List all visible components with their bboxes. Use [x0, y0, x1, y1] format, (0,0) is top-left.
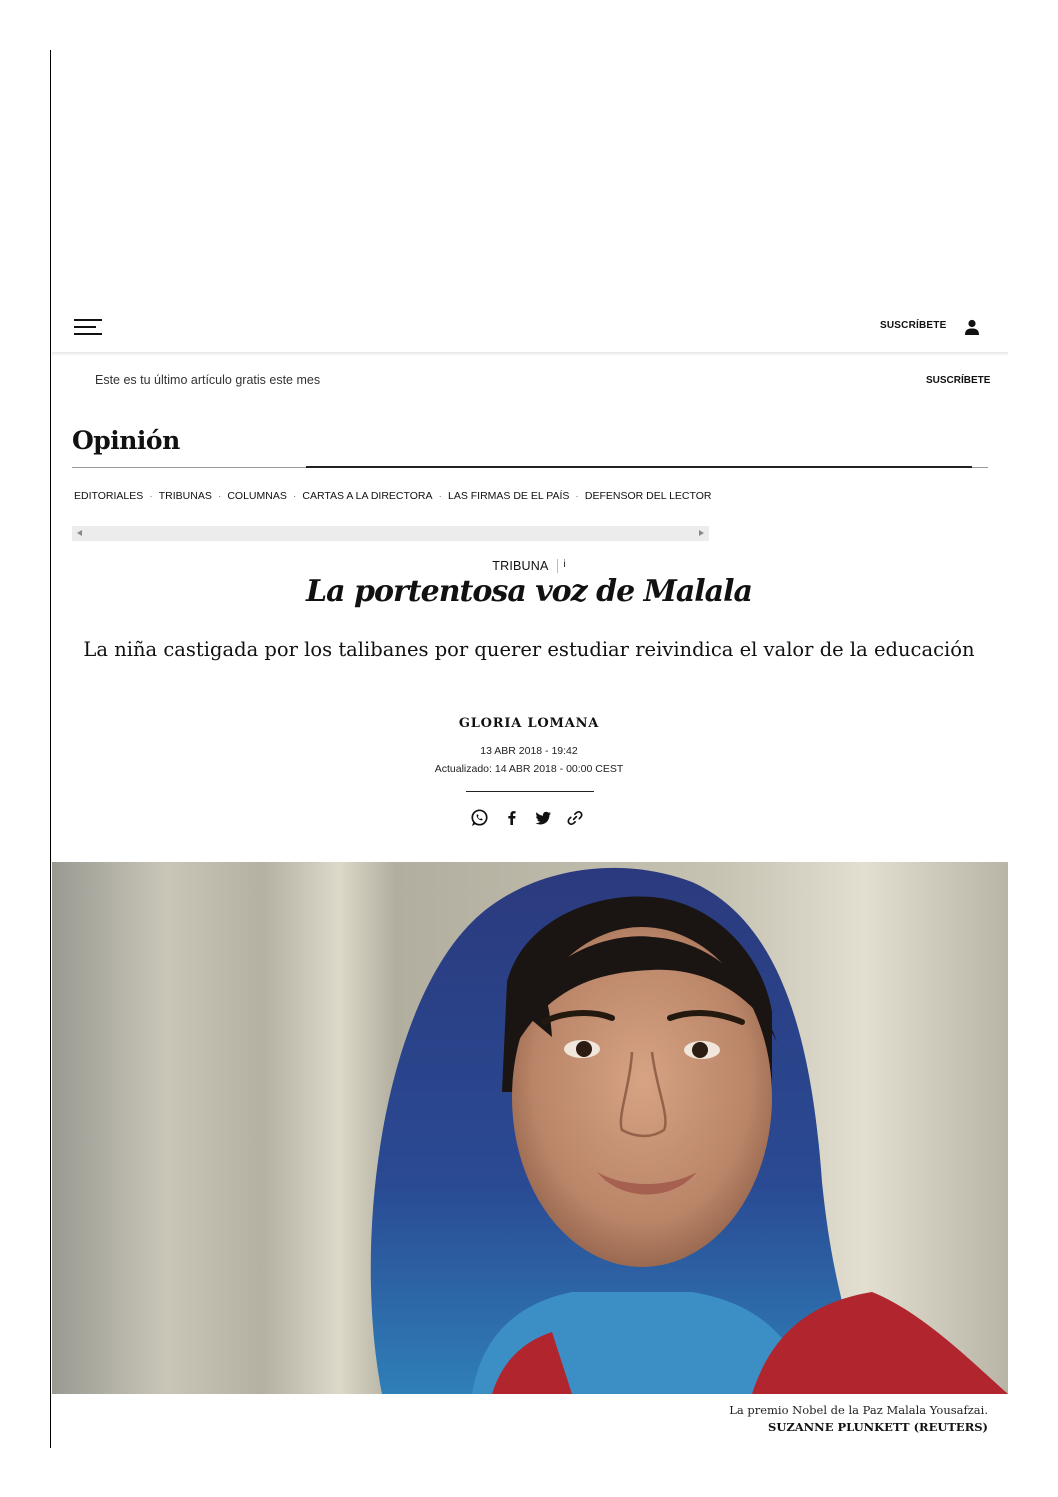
kicker-row	[0, 559, 1058, 573]
article-photo[interactable]	[52, 862, 1008, 1394]
whatsapp-icon[interactable]	[469, 808, 489, 828]
subnav-separator: ·	[575, 490, 579, 502]
link-icon[interactable]	[565, 808, 585, 828]
paywall-message: Este es tu último artículo gratis este mes	[95, 373, 321, 387]
subnav-separator: ·	[217, 490, 222, 502]
subnav-item-cartas[interactable]: CARTAS A LA DIRECTORA	[302, 490, 433, 502]
facebook-icon[interactable]	[502, 808, 522, 828]
photo-caption: La premio Nobel de la Paz Malala Yousafzai.	[729, 1403, 988, 1417]
publish-date: 13 ABR 2018 - 19:42	[480, 745, 578, 757]
hamburger-menu-icon[interactable]	[74, 319, 102, 337]
header-subscribe-button[interactable]: SUSCRÍBETE	[880, 320, 947, 331]
article-headline: La portentosa voz de Malala	[306, 574, 752, 609]
subnav-item-columnas[interactable]: COLUMNAS	[227, 490, 287, 502]
share-bar	[469, 808, 589, 828]
scroll-left-arrow-icon[interactable]	[77, 530, 82, 536]
twitter-icon[interactable]	[533, 808, 553, 828]
scroll-right-arrow-icon[interactable]	[699, 530, 704, 536]
section-subnav	[74, 490, 712, 502]
user-icon[interactable]	[964, 319, 980, 335]
photo-credit: SUZANNE PLUNKETT (REUTERS)	[768, 1420, 988, 1434]
article-standfirst: La niña castigada por los talibanes por querer estudiar reivindica el valor de la educación	[83, 638, 975, 661]
subnav-separator: ·	[438, 490, 442, 502]
updated-date: Actualizado: 14 ABR 2018 - 00:00 CEST	[434, 763, 624, 775]
article-kicker[interactable]: TRIBUNA	[492, 559, 557, 573]
subnav-item-defensor[interactable]: DEFENSOR DEL LECTOR	[584, 490, 712, 502]
subnav-item-editoriales[interactable]: EDITORIALES	[74, 490, 144, 502]
paywall-subscribe-link[interactable]: SUSCRÍBETE	[926, 375, 991, 386]
info-icon[interactable]: i	[563, 559, 566, 570]
header-shadow	[52, 352, 1008, 356]
subnav-item-tribunas[interactable]: TRIBUNAS	[158, 490, 212, 502]
top-header	[52, 300, 1008, 352]
subnav-separator: ·	[149, 490, 153, 502]
section-title[interactable]: Opinión	[72, 426, 180, 455]
section-divider-accent	[306, 466, 972, 468]
author-name[interactable]: GLORIA LOMANA	[458, 716, 600, 731]
meta-divider	[466, 791, 594, 792]
subnav-scrollbar[interactable]	[72, 526, 709, 541]
subnav-item-firmas[interactable]: LAS FIRMAS DE EL PAÍS	[448, 490, 570, 502]
subnav-separator: ·	[292, 490, 297, 502]
